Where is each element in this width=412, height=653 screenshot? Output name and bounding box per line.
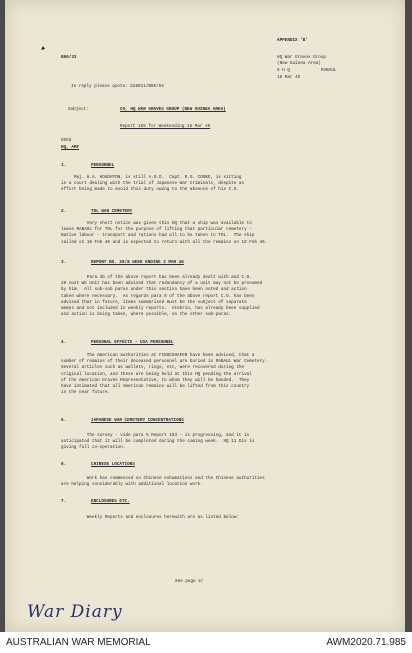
section-body: The survey - vide para 5 Report 163 - is progressing, and it is anticipated that it will be completed during the coming week. HQ 11 Div is giving full co-operation. — [61, 433, 255, 451]
section-number: 4. — [61, 340, 67, 345]
subject-line-2: Report 165 for Weekending 16 Mar 46 — [120, 124, 211, 129]
appendix-label: APPENDIX 'B' — [277, 38, 308, 43]
date: 16 Mar 46 — [277, 75, 301, 80]
continuation-note: See page 2/ — [175, 579, 204, 584]
section-body: Maj. H.A. HOUGHTON, is still A.O.D. Capt. R.S. COOKE, is sitting in a court dealing with the trial of Japanese War Criminals, despite an effort being made to avoid this duty owing to the absence of his C.O. — [61, 175, 245, 193]
section-body: The American authorities at FINSCHHAFEN have been advised, that a number of remains of their deceased personnel are buried in RABAUL War Cemetery. Several articles such as wallets, rings, etc, were recovered during the original location, and these are being held at this HQ pending the arrival of the American Graves Representative, to whom they will be handed. They have intimated that all American remains will be lifted from this country in the near future. — [61, 353, 268, 396]
section-body: Very short notice was given this HQ that a ship was available to leave RABAUL for TOL for the purpose of lifting that particular cemetery - Native labour - transport and rations had all to be taken to TOL. The ship sailed on 10 Feb 46 and is expected to return with all the remains on 19 Feb 46. — [61, 221, 268, 245]
section-body: Work has commenced on Chinese exhumations and the Chinese authorities are helping considerably with additional location work. — [61, 476, 265, 488]
section-title: PERSONNEL — [91, 163, 115, 168]
subject-label: Subject: — [68, 107, 89, 112]
section-number: 2. — [61, 209, 67, 214]
document-page — [5, 0, 405, 632]
addressee-2: HQ, AMF — [61, 145, 80, 150]
section-number: 1. — [61, 163, 67, 168]
footer-bar — [0, 632, 412, 653]
handwritten-annotation: War Diary — [27, 602, 123, 622]
section-number: 3. — [61, 260, 67, 265]
pen-mark-icon — [41, 37, 45, 41]
section-title: CHINESE LOCATIONS — [91, 462, 135, 467]
section-number: 6. — [61, 462, 67, 467]
reference-code: B60/33 — [61, 55, 77, 60]
org-line-2: (New Guinea Area) — [277, 61, 321, 66]
section-title: TOL WAR CEMETERY — [91, 209, 133, 214]
subject-line-1: CO, HQ WAR GRAVES GROUP (NEW GUINEA AREA) — [120, 107, 226, 112]
section-body: Weekly Reports and enclosures herewith are as listed below: — [61, 515, 239, 520]
addressee-1: DGGS — [61, 138, 72, 143]
section-body: Para 4b of the above report has been already dealt with and C.O. 29 Aust WG Unit has been advised that redundancy of a unit may not be presumed by him. All sub-sub paras under this section have been noted and action taken where necessary. As regards para 8 of the above report C.O. has been advised that in future, items summarised must be the subject of separate memos and not included in weekly reports. Atebrin, has already been supplied and action is being taken, where possible, on the other sub-paras. — [61, 275, 263, 318]
section-number: 5. — [61, 418, 67, 423]
section-number: 7. — [61, 499, 67, 504]
place: RABAUL — [321, 68, 337, 73]
footer-institution: AUSTRALIAN WAR MEMORIAL — [6, 637, 151, 648]
section-title: ENCLOSURES ETC. — [91, 499, 130, 504]
org-line-1: HQ War Graves Group — [277, 55, 326, 60]
section-title: JAPANESE WAR CEMETERY CONCENTRATIONS — [91, 418, 184, 423]
section-title: PERSONAL EFFECTS - USA PERSONNEL — [91, 340, 174, 345]
section-title: REPORT NO. 29/8 WEEK ENDING 2 MAR 46 — [91, 260, 184, 265]
footer-accession-number: AWM2020.71.985 — [326, 637, 406, 648]
reply-quote: In reply please quote: G28011/B60/64 — [71, 84, 164, 89]
org-line-3: G H Q — [277, 68, 290, 73]
